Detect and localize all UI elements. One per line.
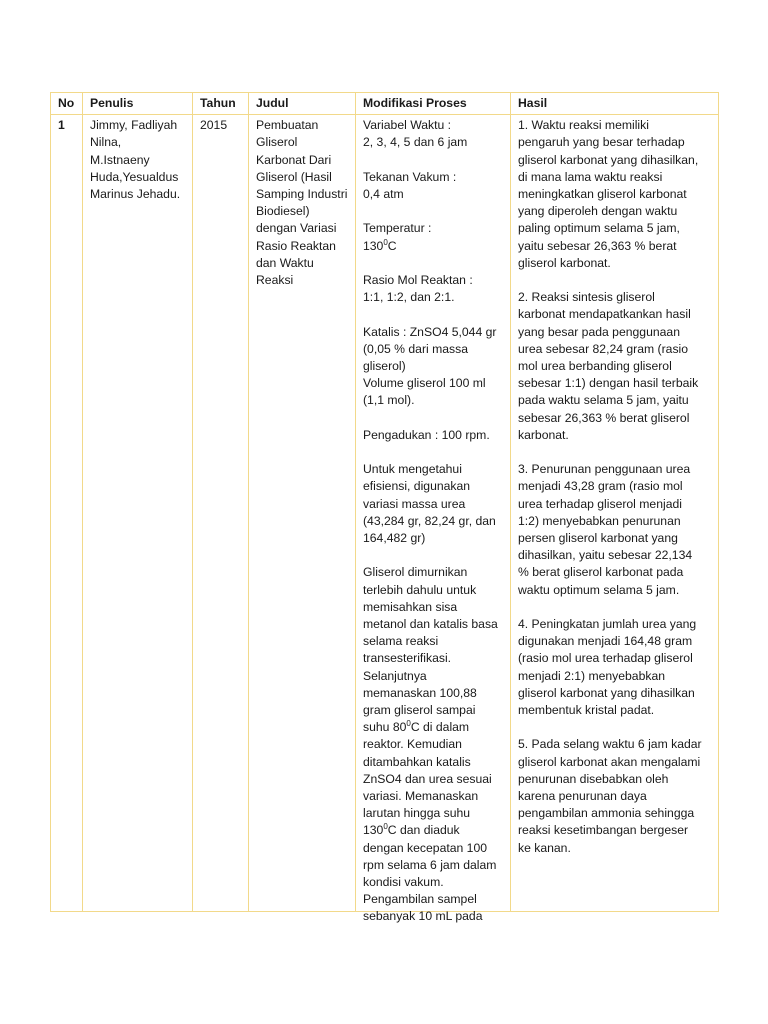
cell-modifikasi-proses (356, 115, 511, 924)
header-no: No (51, 93, 83, 115)
degree-sup: 0 (383, 822, 388, 832)
header-row (51, 93, 719, 115)
degree-sup: 0 (383, 237, 388, 247)
hasil-point-5: 5. Pada selang waktu 6 jam kadar gliserol karbonat akan mengalami penurunan disebabkan oleh karena penurunan daya pengambilan ammonia sehingga reaksi kesetimbangan bergeser ke kanan. (518, 737, 702, 855)
header-hasil: Hasil (511, 93, 719, 115)
katalis: Katalis : ZnSO4 5,044 gr (0,05 % dari massa gliserol) Volume gliserol 100 ml (1,1 mol). (363, 324, 497, 408)
header-judul: Judul (249, 93, 356, 115)
cell-tahun: 2015 (193, 115, 249, 912)
rasio-mol-reaktan: Rasio Mol Reaktan : 1:1, 1:2, dan 2:1. (363, 272, 473, 305)
prosedur-part-2: C di dalam reaktor. Kemudian ditambahkan katalis ZnSO4 dan urea sesuai variasi. Memanaskan larutan hingga suhu 130 (363, 720, 492, 838)
temperatur-label: Temperatur : (363, 221, 432, 236)
temperatur (363, 220, 504, 254)
efisiensi: Untuk mengetahui efisiensi, digunakan variasi massa urea (43,284 gr, 82,24 gr, dan 164,482 gr) (363, 462, 496, 545)
tekanan-vakum: Tekanan Vakum : 0,4 atm (363, 169, 457, 201)
table-row (51, 115, 719, 912)
prosedur (363, 564, 504, 925)
pengadukan: Pengadukan : 100 rpm. (363, 427, 490, 442)
variabel-waktu: Variabel Waktu : 2, 3, 4, 5 dan 6 jam (363, 118, 468, 150)
cell-penulis (83, 115, 193, 912)
degree-sup: 0 (406, 719, 411, 729)
hasil-point-4: 4. Peningkatan jumlah urea yang digunakan menjadi 164,48 gram (rasio mol urea terhadap gliserol menjadi 2:1) menyebabkan gliserol karbonat yang dihasilkan membentuk kristal padat. (518, 617, 697, 718)
temperatur-unit: C (387, 238, 397, 253)
literature-review-table (50, 92, 719, 924)
cell-judul (249, 115, 356, 912)
table-header (51, 93, 719, 115)
header-penulis: Penulis (83, 93, 193, 115)
header-modifikasi-proses: Modifikasi Proses (356, 93, 511, 115)
cell-no: 1 (51, 115, 83, 912)
hasil-point-3: 3. Penurunan penggunaan urea menjadi 43,28 gram (rasio mol urea terhadap gliserol menjadi 1:2) menyebabkan penurunan persen gliserol karbonat yang dihasilkan, yaitu sebesar 22,134 % berat gliserol karbonat pada waktu optimum selama 5 jam. (518, 462, 693, 597)
header-tahun: Tahun (193, 93, 249, 115)
cell-hasil (511, 115, 719, 912)
hasil-point-2: 2. Reaksi sintesis gliserol karbonat mendapatkankan hasil yang besar pada penggunaan urea sebesar 82,24 gram (rasio mol urea berbanding gliserol sebesar 1:1) dengan hasil terbaik pada waktu selama 5 jam, yaitu sebesar 26,363 % berat gliserol karbonat. (518, 290, 699, 442)
hasil-point-1: 1. Waktu reaksi memiliki pengaruh yang besar terhadap gliserol karbonat yang dihasilkan, di mana lama waktu reaksi meningkatkan gliserol karbonat yang diperoleh dengan waktu paling optimum selama 5 jam, yaitu sebesar 26,363 % berat gliserol karbonat. (518, 118, 699, 270)
authors-text: Jimmy, Fadliyah Nilna, M.Istnaeny Huda,Yesualdus Marinus Jehadu. (90, 118, 181, 202)
title-text: Pembuatan Gliserol Karbonat Dari Gliserol (Hasil Samping Industri Biodiesel) dengan Variasi Rasio Reaktan dan Waktu Reaksi (256, 118, 348, 288)
prosedur-part-3: C dan diaduk dengan kecepatan 100 rpm selama 6 jam dalam kondisi vakum. Pengambilan sampel sebanyak 10 mL pada (363, 823, 497, 924)
prosedur-part-1: Gliserol dimurnikan terlebih dahulu untuk memisahkan sisa metanol dan katalis basa selama reaksi transesterifikasi. Selanjutnya memanaskan 100,88 gram gliserol sampai suhu 80 (363, 565, 498, 735)
temperatur-value: 130 (363, 238, 384, 253)
